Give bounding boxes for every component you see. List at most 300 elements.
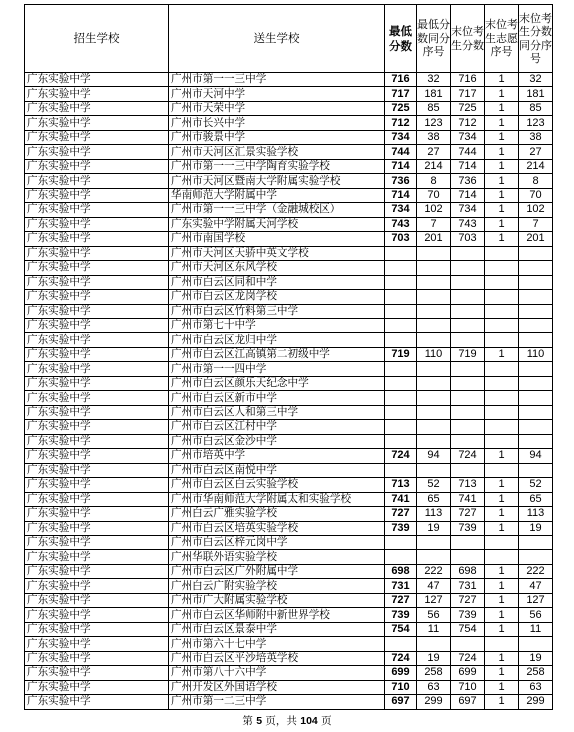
cell-last-pref: 1: [485, 478, 519, 492]
cell-last-pref: [485, 290, 519, 304]
cell-last-rank: 52: [519, 478, 553, 492]
cell-min-rank: 85: [417, 101, 451, 115]
cell-min-score: [385, 333, 417, 347]
cell-min-rank: [417, 362, 451, 376]
cell-recruit-school: 广东实验中学: [25, 275, 169, 289]
cell-send-school: 华南师范大学附属中学: [169, 188, 385, 202]
cell-last-rank: 19: [519, 651, 553, 665]
table-row: [25, 521, 553, 535]
cell-min-score: 714: [385, 188, 417, 202]
cell-send-school: 广州市第一一三中学（金融城校区）: [169, 203, 385, 217]
cell-last-rank: [519, 275, 553, 289]
header-last-pref: 末位考生志愿序号: [485, 5, 519, 73]
cell-send-school: 广州市白云区江村中学: [169, 420, 385, 434]
cell-last-pref: 1: [485, 188, 519, 202]
cell-last-pref: [485, 550, 519, 564]
cell-min-rank: [417, 290, 451, 304]
cell-min-rank: 32: [417, 73, 451, 87]
cell-last-score: 754: [451, 622, 485, 636]
cell-min-rank: 299: [417, 695, 451, 709]
cell-send-school: 广州市第一一四中学: [169, 362, 385, 376]
cell-min-rank: [417, 246, 451, 260]
cell-recruit-school: 广东实验中学: [25, 304, 169, 318]
cell-send-school: 广州市白云区培英实验学校: [169, 521, 385, 535]
cell-last-rank: 85: [519, 101, 553, 115]
table-row: [25, 564, 553, 578]
table-row: [25, 87, 553, 101]
cell-min-rank: 11: [417, 622, 451, 636]
cell-recruit-school: 广东实验中学: [25, 333, 169, 347]
cell-send-school: 广州市第一一三中学: [169, 73, 385, 87]
cell-last-pref: [485, 405, 519, 419]
cell-send-school: 广州市白云区金沙中学: [169, 434, 385, 448]
cell-recruit-school: 广东实验中学: [25, 246, 169, 260]
cell-last-pref: 1: [485, 159, 519, 173]
cell-recruit-school: 广东实验中学: [25, 449, 169, 463]
cell-send-school: 广州市天河区天骄中英文学校: [169, 246, 385, 260]
cell-last-pref: [485, 246, 519, 260]
cell-send-school: 广州市广大附属实验学校: [169, 593, 385, 607]
cell-last-score: 716: [451, 73, 485, 87]
cell-min-rank: [417, 550, 451, 564]
cell-min-rank: 70: [417, 188, 451, 202]
cell-min-rank: 127: [417, 593, 451, 607]
cell-last-rank: 222: [519, 564, 553, 578]
cell-min-score: 734: [385, 130, 417, 144]
cell-send-school: 广州开发区外国语学校: [169, 680, 385, 694]
cell-min-score: 710: [385, 680, 417, 694]
cell-last-score: 734: [451, 130, 485, 144]
cell-recruit-school: 广东实验中学: [25, 318, 169, 332]
cell-min-score: [385, 536, 417, 550]
cell-send-school: 广州市白云区梓元岗中学: [169, 536, 385, 550]
cell-last-pref: 1: [485, 564, 519, 578]
cell-send-school: 广州市培英中学: [169, 449, 385, 463]
cell-last-pref: 1: [485, 347, 519, 361]
cell-last-rank: 201: [519, 232, 553, 246]
cell-recruit-school: 广东实验中学: [25, 87, 169, 101]
header-recruit-school: 招生学校: [25, 5, 169, 73]
cell-last-score: [451, 261, 485, 275]
cell-min-score: 743: [385, 217, 417, 231]
cell-min-score: 744: [385, 145, 417, 159]
cell-recruit-school: 广东实验中学: [25, 666, 169, 680]
cell-send-school: 广州市白云区竹料第三中学: [169, 304, 385, 318]
cell-last-pref: 1: [485, 130, 519, 144]
cell-send-school: 广州市天河区汇景实验学校: [169, 145, 385, 159]
table-row: [25, 304, 553, 318]
cell-min-rank: 222: [417, 564, 451, 578]
cell-last-rank: [519, 333, 553, 347]
table-body: [25, 73, 553, 710]
table-row: [25, 478, 553, 492]
cell-min-score: 754: [385, 622, 417, 636]
table-row: [25, 174, 553, 188]
cell-last-pref: 1: [485, 521, 519, 535]
table-row: [25, 680, 553, 694]
cell-min-score: [385, 463, 417, 477]
cell-last-rank: 102: [519, 203, 553, 217]
cell-last-pref: [485, 275, 519, 289]
cell-last-rank: 70: [519, 188, 553, 202]
cell-last-score: 736: [451, 174, 485, 188]
cell-last-rank: [519, 391, 553, 405]
cell-last-score: 719: [451, 347, 485, 361]
cell-min-score: 736: [385, 174, 417, 188]
cell-last-score: [451, 333, 485, 347]
cell-last-pref: 1: [485, 449, 519, 463]
table-row: [25, 608, 553, 622]
cell-min-rank: [417, 333, 451, 347]
table-row: [25, 261, 553, 275]
table-row: [25, 145, 553, 159]
cell-last-rank: 123: [519, 116, 553, 130]
cell-last-pref: 1: [485, 593, 519, 607]
table-row: [25, 318, 553, 332]
header-min-rank: 最低分数同分序号: [417, 5, 451, 73]
table-row: [25, 622, 553, 636]
cell-min-rank: 52: [417, 478, 451, 492]
cell-last-rank: 27: [519, 145, 553, 159]
cell-min-score: 734: [385, 203, 417, 217]
cell-recruit-school: 广东实验中学: [25, 203, 169, 217]
table-row: [25, 130, 553, 144]
cell-min-rank: [417, 463, 451, 477]
cell-last-rank: 299: [519, 695, 553, 709]
table-row: [25, 290, 553, 304]
cell-min-rank: [417, 434, 451, 448]
table-row: [25, 275, 553, 289]
cell-last-score: 699: [451, 666, 485, 680]
header-send-school: 送生学校: [169, 5, 385, 73]
cell-last-score: 734: [451, 203, 485, 217]
cell-recruit-school: 广东实验中学: [25, 651, 169, 665]
cell-recruit-school: 广东实验中学: [25, 521, 169, 535]
cell-last-pref: 1: [485, 101, 519, 115]
table-row: [25, 420, 553, 434]
cell-send-school: 广州市天河区暨南大学附属实验学校: [169, 174, 385, 188]
cell-last-pref: 1: [485, 174, 519, 188]
cell-last-rank: [519, 261, 553, 275]
cell-send-school: 广州市白云区广外附属中学: [169, 564, 385, 578]
cell-last-rank: 94: [519, 449, 553, 463]
cell-min-score: [385, 318, 417, 332]
cell-recruit-school: 广东实验中学: [25, 159, 169, 173]
table-row: [25, 246, 553, 260]
cell-last-pref: 1: [485, 217, 519, 231]
cell-last-rank: [519, 318, 553, 332]
admission-table-sheet: [24, 4, 552, 710]
cell-last-rank: 214: [519, 159, 553, 173]
cell-last-pref: [485, 434, 519, 448]
header-last-score: 末位考生分数: [451, 5, 485, 73]
cell-last-score: 713: [451, 478, 485, 492]
cell-recruit-school: 广东实验中学: [25, 564, 169, 578]
cell-send-school: 广州市第一二三中学: [169, 695, 385, 709]
cell-min-score: [385, 246, 417, 260]
cell-last-pref: [485, 391, 519, 405]
cell-send-school: 广州华联外语实验学校: [169, 550, 385, 564]
cell-last-pref: [485, 463, 519, 477]
cell-last-score: [451, 420, 485, 434]
cell-min-score: [385, 304, 417, 318]
cell-min-rank: [417, 405, 451, 419]
cell-send-school: 广州市天河区东风学校: [169, 261, 385, 275]
cell-recruit-school: 广东实验中学: [25, 232, 169, 246]
table-header-row: [25, 5, 553, 73]
cell-last-rank: [519, 637, 553, 651]
cell-min-score: 725: [385, 101, 417, 115]
cell-min-score: 697: [385, 695, 417, 709]
cell-recruit-school: 广东实验中学: [25, 101, 169, 115]
table-row: [25, 159, 553, 173]
cell-last-rank: [519, 550, 553, 564]
cell-send-school: 广州市白云区龙岗学校: [169, 290, 385, 304]
cell-min-rank: 94: [417, 449, 451, 463]
cell-last-pref: 1: [485, 651, 519, 665]
table-row: [25, 651, 553, 665]
cell-recruit-school: 广东实验中学: [25, 145, 169, 159]
header-min-score: 最低分数: [385, 5, 417, 73]
cell-last-pref: 1: [485, 87, 519, 101]
table-row: [25, 101, 553, 115]
cell-min-rank: 102: [417, 203, 451, 217]
cell-last-score: 743: [451, 217, 485, 231]
cell-send-school: 广州市第一一三中学陶育实验学校: [169, 159, 385, 173]
cell-min-rank: 201: [417, 232, 451, 246]
cell-last-rank: 110: [519, 347, 553, 361]
cell-min-score: 739: [385, 608, 417, 622]
table-row: [25, 536, 553, 550]
cell-send-school: 广州市白云区人和第三中学: [169, 405, 385, 419]
cell-last-score: 739: [451, 521, 485, 535]
table-row: [25, 449, 553, 463]
cell-send-school: 广州市天河中学: [169, 87, 385, 101]
page-footer: [0, 714, 574, 728]
cell-last-score: [451, 434, 485, 448]
cell-min-rank: [417, 304, 451, 318]
cell-recruit-school: 广东实验中学: [25, 174, 169, 188]
cell-last-rank: [519, 290, 553, 304]
cell-min-score: 731: [385, 579, 417, 593]
cell-recruit-school: 广东实验中学: [25, 73, 169, 87]
cell-last-rank: [519, 362, 553, 376]
cell-last-rank: 11: [519, 622, 553, 636]
table-row: [25, 232, 553, 246]
table-row: [25, 637, 553, 651]
cell-last-score: [451, 318, 485, 332]
cell-recruit-school: 广东实验中学: [25, 376, 169, 390]
cell-last-rank: [519, 420, 553, 434]
cell-last-score: [451, 637, 485, 651]
cell-min-rank: 181: [417, 87, 451, 101]
cell-last-score: [451, 405, 485, 419]
cell-send-school: 广州白云广附实验学校: [169, 579, 385, 593]
footer-total-pages: 104: [300, 715, 318, 727]
footer-prefix: 第: [242, 715, 257, 727]
cell-min-rank: 123: [417, 116, 451, 130]
cell-recruit-school: 广东实验中学: [25, 622, 169, 636]
cell-min-score: 712: [385, 116, 417, 130]
cell-recruit-school: 广东实验中学: [25, 463, 169, 477]
cell-send-school: 广州市骏景中学: [169, 130, 385, 144]
cell-recruit-school: 广东实验中学: [25, 116, 169, 130]
cell-recruit-school: 广东实验中学: [25, 478, 169, 492]
table-row: [25, 507, 553, 521]
cell-min-score: [385, 275, 417, 289]
cell-last-score: [451, 463, 485, 477]
cell-min-score: [385, 550, 417, 564]
cell-recruit-school: 广东实验中学: [25, 130, 169, 144]
cell-recruit-school: 广东实验中学: [25, 362, 169, 376]
cell-recruit-school: 广东实验中学: [25, 261, 169, 275]
table-row: [25, 405, 553, 419]
cell-min-rank: [417, 637, 451, 651]
cell-send-school: 广州市第六十七中学: [169, 637, 385, 651]
cell-last-rank: 181: [519, 87, 553, 101]
cell-send-school: 广州市白云区新市中学: [169, 391, 385, 405]
cell-min-rank: [417, 376, 451, 390]
cell-last-rank: [519, 304, 553, 318]
table-row: [25, 347, 553, 361]
cell-send-school: 广州市白云区龙归中学: [169, 333, 385, 347]
table-row: [25, 391, 553, 405]
cell-min-rank: 113: [417, 507, 451, 521]
cell-last-rank: 8: [519, 174, 553, 188]
cell-last-score: 731: [451, 579, 485, 593]
cell-last-score: [451, 304, 485, 318]
cell-last-pref: 1: [485, 666, 519, 680]
cell-last-rank: 65: [519, 492, 553, 506]
cell-last-pref: [485, 261, 519, 275]
cell-min-score: 716: [385, 73, 417, 87]
cell-min-rank: 214: [417, 159, 451, 173]
cell-last-pref: 1: [485, 579, 519, 593]
cell-min-score: [385, 391, 417, 405]
cell-recruit-school: 广东实验中学: [25, 347, 169, 361]
cell-last-pref: [485, 304, 519, 318]
cell-recruit-school: 广东实验中学: [25, 593, 169, 607]
cell-min-score: 699: [385, 666, 417, 680]
cell-min-rank: 7: [417, 217, 451, 231]
cell-min-rank: [417, 420, 451, 434]
cell-min-rank: 8: [417, 174, 451, 188]
cell-recruit-school: 广东实验中学: [25, 290, 169, 304]
cell-last-rank: 127: [519, 593, 553, 607]
cell-last-rank: 38: [519, 130, 553, 144]
cell-last-score: 712: [451, 116, 485, 130]
table-row: [25, 492, 553, 506]
cell-min-score: 714: [385, 159, 417, 173]
cell-last-score: 710: [451, 680, 485, 694]
cell-min-score: 717: [385, 87, 417, 101]
cell-recruit-school: 广东实验中学: [25, 492, 169, 506]
cell-min-score: 741: [385, 492, 417, 506]
cell-last-rank: [519, 536, 553, 550]
cell-min-score: [385, 420, 417, 434]
cell-min-rank: 56: [417, 608, 451, 622]
cell-min-score: [385, 405, 417, 419]
cell-min-rank: 47: [417, 579, 451, 593]
cell-send-school: 广州市南国学校: [169, 232, 385, 246]
cell-last-rank: 56: [519, 608, 553, 622]
cell-last-pref: [485, 376, 519, 390]
table-row: [25, 593, 553, 607]
cell-min-score: 724: [385, 651, 417, 665]
cell-min-score: [385, 637, 417, 651]
cell-recruit-school: 广东实验中学: [25, 434, 169, 448]
cell-send-school: 广东实验中学附属天河学校: [169, 217, 385, 231]
cell-last-score: 739: [451, 608, 485, 622]
table-row: [25, 666, 553, 680]
cell-last-pref: 1: [485, 145, 519, 159]
cell-min-rank: [417, 391, 451, 405]
cell-recruit-school: 广东实验中学: [25, 420, 169, 434]
cell-last-rank: [519, 463, 553, 477]
cell-last-rank: 113: [519, 507, 553, 521]
cell-min-score: [385, 290, 417, 304]
table-row: [25, 188, 553, 202]
cell-min-score: 724: [385, 449, 417, 463]
table-row: [25, 362, 553, 376]
cell-recruit-school: 广东实验中学: [25, 217, 169, 231]
cell-last-score: [451, 275, 485, 289]
cell-last-score: [451, 550, 485, 564]
cell-last-score: 744: [451, 145, 485, 159]
cell-last-score: 698: [451, 564, 485, 578]
cell-send-school: 广州市白云区华师附中新世界学校: [169, 608, 385, 622]
cell-last-pref: [485, 333, 519, 347]
cell-last-pref: 1: [485, 622, 519, 636]
cell-min-score: 727: [385, 507, 417, 521]
admission-table: [24, 4, 553, 710]
cell-last-pref: 1: [485, 492, 519, 506]
cell-min-score: [385, 362, 417, 376]
cell-last-score: [451, 246, 485, 260]
cell-min-score: 727: [385, 593, 417, 607]
cell-recruit-school: 广东实验中学: [25, 579, 169, 593]
cell-send-school: 广州市白云区平沙培英学校: [169, 651, 385, 665]
table-row: [25, 203, 553, 217]
cell-last-rank: 19: [519, 521, 553, 535]
cell-last-score: 697: [451, 695, 485, 709]
cell-send-school: 广州市白云区江高镇第二初级中学: [169, 347, 385, 361]
cell-last-score: [451, 536, 485, 550]
cell-min-score: 703: [385, 232, 417, 246]
cell-last-rank: 47: [519, 579, 553, 593]
cell-last-score: [451, 290, 485, 304]
cell-send-school: 广州市长兴中学: [169, 116, 385, 130]
cell-send-school: 广州市天荣中学: [169, 101, 385, 115]
cell-last-score: [451, 376, 485, 390]
cell-last-pref: 1: [485, 73, 519, 87]
cell-min-rank: 27: [417, 145, 451, 159]
cell-last-score: [451, 362, 485, 376]
cell-recruit-school: 广东实验中学: [25, 188, 169, 202]
table-row: [25, 463, 553, 477]
cell-min-rank: 258: [417, 666, 451, 680]
cell-recruit-school: 广东实验中学: [25, 550, 169, 564]
cell-recruit-school: 广东实验中学: [25, 536, 169, 550]
cell-recruit-school: 广东实验中学: [25, 637, 169, 651]
cell-last-score: [451, 391, 485, 405]
table-row: [25, 695, 553, 709]
cell-last-score: 714: [451, 188, 485, 202]
cell-last-score: 727: [451, 593, 485, 607]
table-row: [25, 550, 553, 564]
table-row: [25, 73, 553, 87]
cell-last-pref: 1: [485, 116, 519, 130]
